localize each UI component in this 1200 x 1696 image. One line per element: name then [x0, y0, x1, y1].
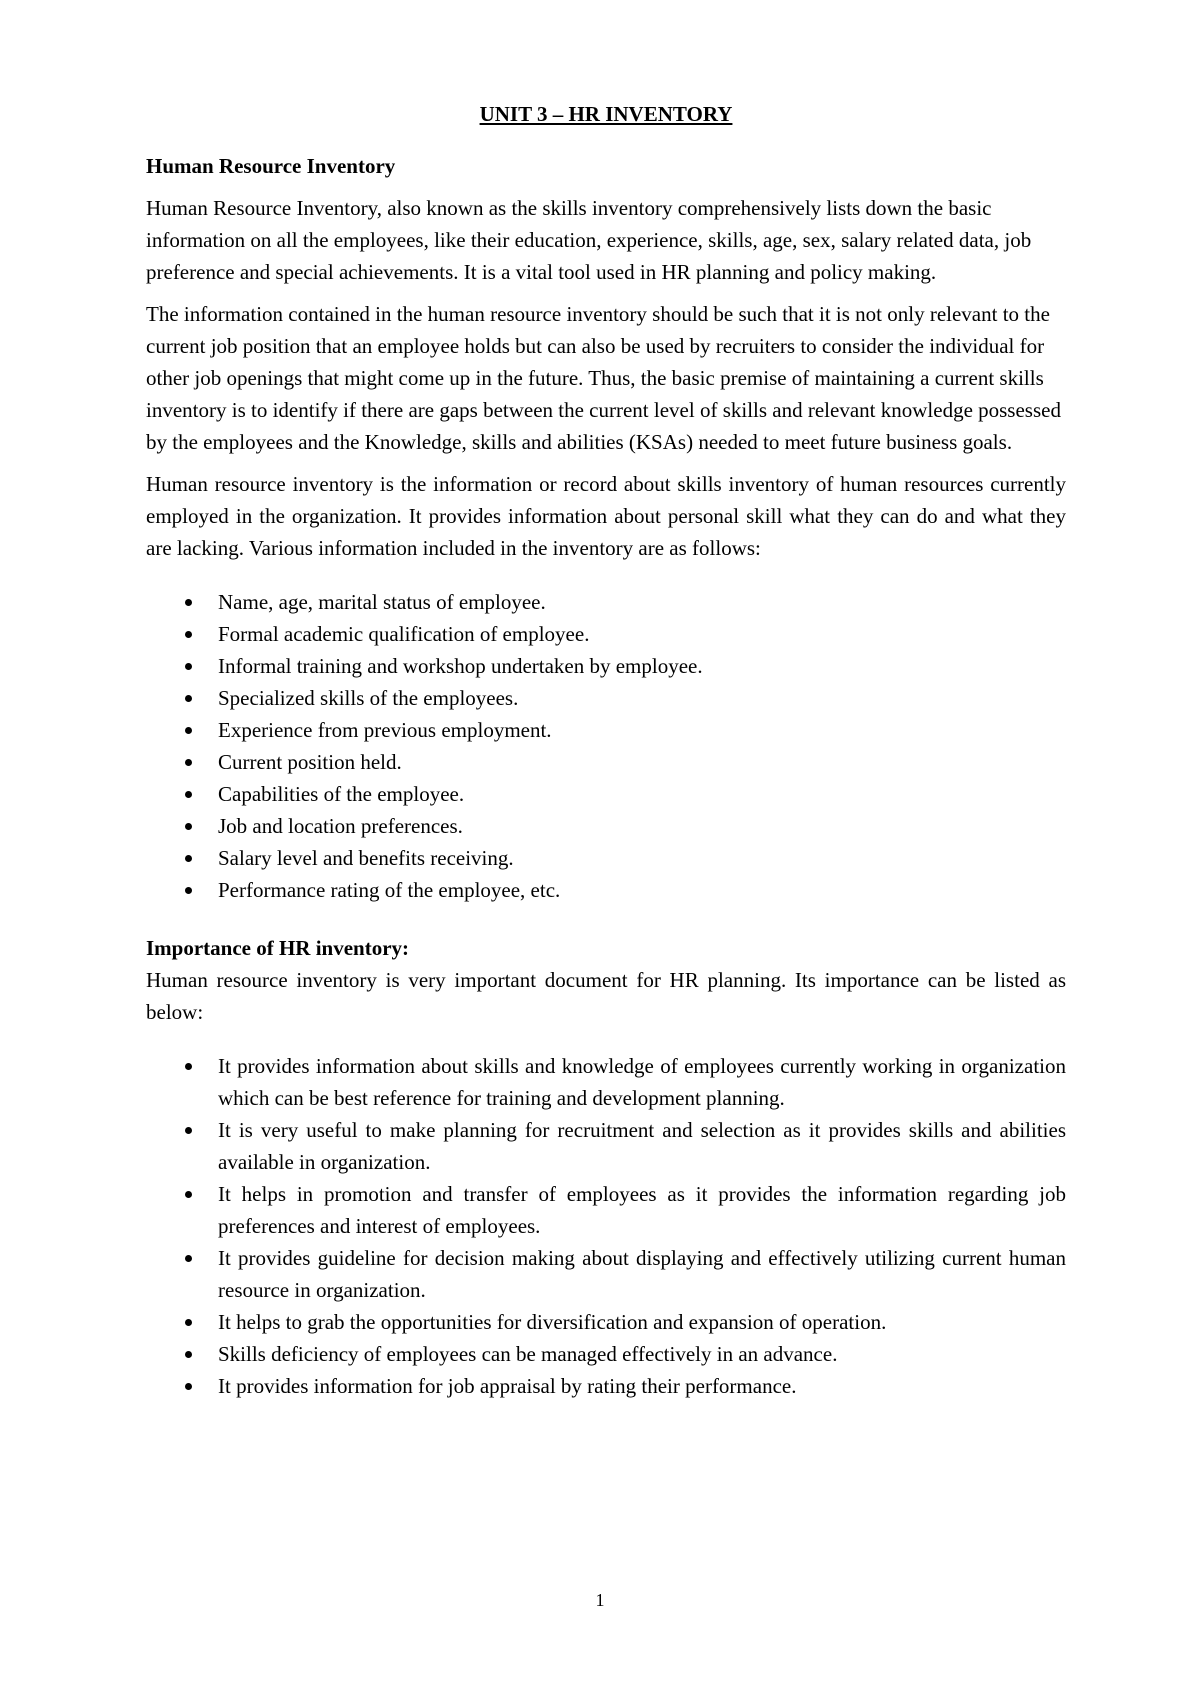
- list-item: Formal academic qualification of employee.: [146, 618, 1066, 650]
- list-item: Specialized skills of the employees.: [146, 682, 1066, 714]
- list-item: It helps in promotion and transfer of employees as it provides the information regarding job preferences and interest of employees.: [146, 1178, 1066, 1242]
- section-heading-hr-inventory: Human Resource Inventory: [146, 154, 396, 178]
- list-item: It provides information about skills and knowledge of employees currently working in organization which can be best reference for training and development planning.: [146, 1050, 1066, 1114]
- list-item: It is very useful to make planning for recruitment and selection as it provides skills and abilities available in organization.: [146, 1114, 1066, 1178]
- bullet-icon: [182, 1338, 194, 1370]
- bullet-icon: [182, 1242, 194, 1274]
- list-item: Current position held.: [146, 746, 1066, 778]
- bullet-icon: [182, 810, 194, 842]
- bullet-icon: [182, 746, 194, 778]
- bullet-icon: [182, 1178, 194, 1210]
- inventory-items-list: [146, 586, 1066, 906]
- bullet-icon: [182, 650, 194, 682]
- document-title: UNIT 3 – HR INVENTORY: [479, 102, 733, 126]
- list-item: It helps to grab the opportunities for diversification and expansion of operation.: [146, 1306, 1066, 1338]
- bullet-icon: [182, 842, 194, 874]
- bullet-icon: [182, 586, 194, 618]
- paragraph-definition: Human Resource Inventory, also known as the skills inventory comprehensively lists down the basic information on all the employees, like their education, experience, skills, age, sex, salary related data, job preference and special achievements. It is a vital tool used in HR planning and policy making.: [146, 196, 1032, 284]
- bullet-icon: [182, 1370, 194, 1402]
- list-item: Name, age, marital status of employee.: [146, 586, 1066, 618]
- bullet-icon: [182, 778, 194, 810]
- paragraph-information: The information contained in the human resource inventory should be such that it is not only relevant to the current job position that an employee holds but can also be used by recruiters to consider the individual for other job openings that might come up in the future. Thus, the basic premise of maintaining a current skills inventory is to identify if there are gaps between the current level of skills and relevant knowledge possessed by the employees and the Knowledge, skills and abilities (KSAs) needed to meet future business goals.: [146, 302, 1061, 454]
- bullet-icon: [182, 682, 194, 714]
- bullet-icon: [182, 874, 194, 906]
- bullet-icon: [182, 618, 194, 650]
- list-item: Experience from previous employment.: [146, 714, 1066, 746]
- section-heading-importance: Importance of HR inventory:: [146, 936, 410, 960]
- list-item: Performance rating of the employee, etc.: [146, 874, 1066, 906]
- list-item: Capabilities of the employee.: [146, 778, 1066, 810]
- list-item: Skills deficiency of employees can be managed effectively in an advance.: [146, 1338, 1066, 1370]
- list-item: It provides guideline for decision making about displaying and effectively utilizing current human resource in organization.: [146, 1242, 1066, 1306]
- list-item: Informal training and workshop undertaken by employee.: [146, 650, 1066, 682]
- importance-items-list: [146, 1050, 1066, 1402]
- paragraph-record: Human resource inventory is the information or record about skills inventory of human resources currently employed in the organization. It provides information about personal skill what they can do and what they are lacking. Various information included in the inventory are as follows:: [146, 472, 1066, 560]
- page-content: [146, 98, 1066, 1402]
- page-number: 1: [595, 1590, 605, 1610]
- bullet-icon: [182, 1114, 194, 1146]
- bullet-icon: [182, 1306, 194, 1338]
- paragraph-importance-intro: Human resource inventory is very important document for HR planning. Its importance can be listed as below:: [146, 968, 1066, 1024]
- list-item: Job and location preferences.: [146, 810, 1066, 842]
- list-item: It provides information for job appraisal by rating their performance.: [146, 1370, 1066, 1402]
- bullet-icon: [182, 1050, 194, 1082]
- bullet-icon: [182, 714, 194, 746]
- list-item: Salary level and benefits receiving.: [146, 842, 1066, 874]
